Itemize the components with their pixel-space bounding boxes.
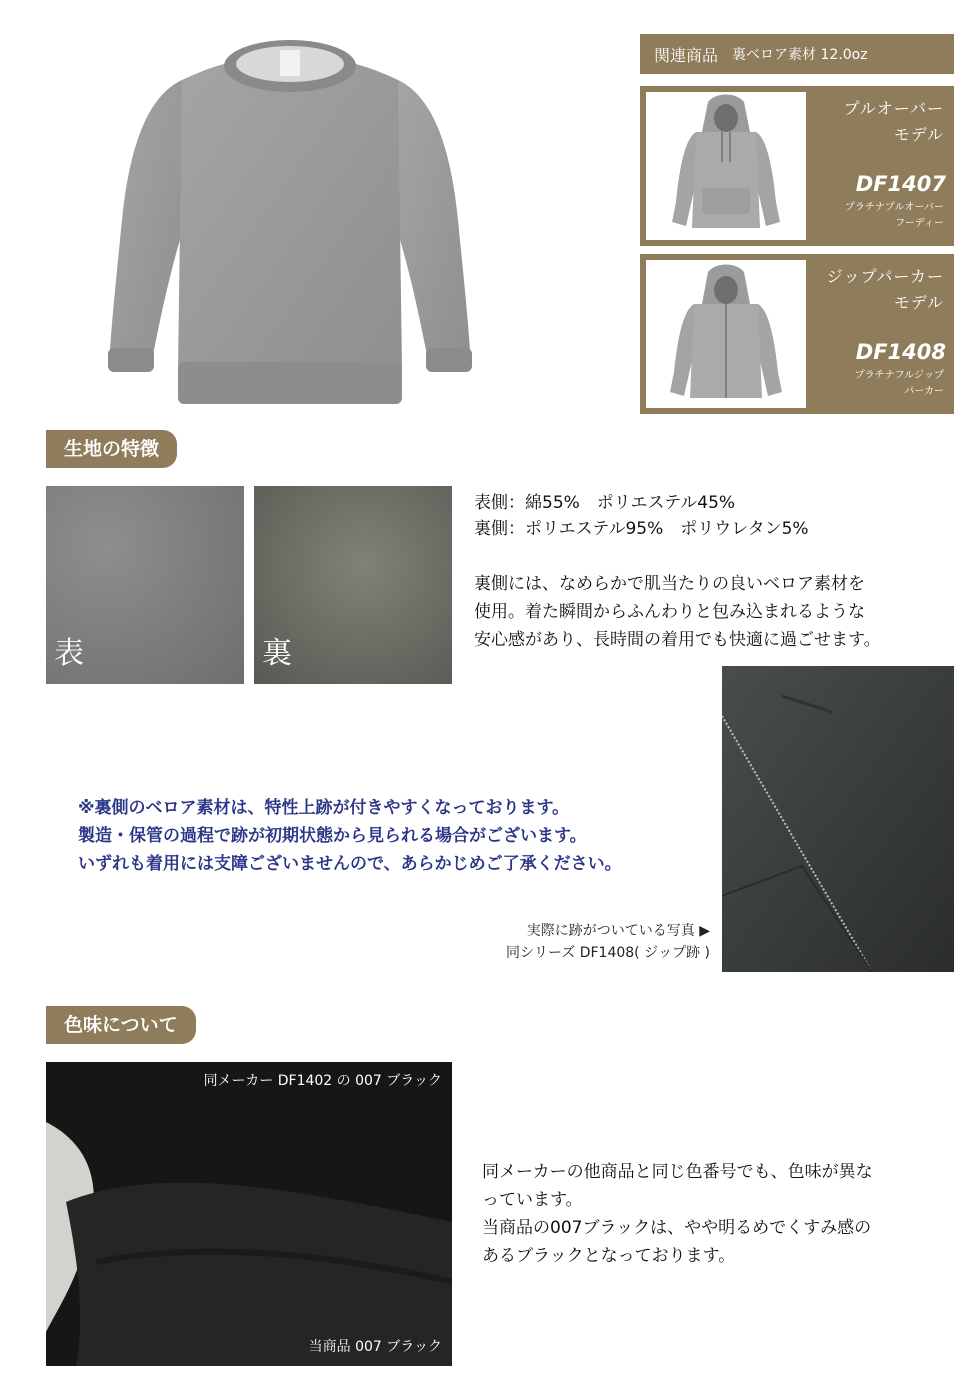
- related-card-df1407[interactable]: [640, 86, 954, 246]
- back-label: 裏: [262, 636, 292, 671]
- related-material: 裏ベロア素材 12.0oz: [732, 47, 868, 63]
- related-products-header: [640, 34, 954, 74]
- zip-mark-photo: [722, 666, 954, 972]
- fabric-front-swatch: [46, 486, 244, 684]
- mark-photo-caption: 実際に跡がついている写真 ▶ 同シリーズ DF1408( ジップ跡 ): [505, 923, 710, 961]
- card-model-name: プルオーバー モデル: [843, 99, 944, 144]
- related-card-df1408[interactable]: [640, 254, 954, 414]
- card-description: プラチナプルオーバー フーディー: [844, 202, 944, 229]
- related-label: 関連商品: [654, 45, 719, 65]
- top-label: 同メーカー DF1402 の 007 ブラック: [203, 1073, 442, 1089]
- fabric-composition: [474, 490, 809, 542]
- bottom-label: 当商品 007 ブラック: [308, 1339, 442, 1355]
- fabric-description: 裏側には、なめらかで肌当たりの良いベロア素材を 使用。着た瞬間からふんわりと包み込まれるような 安心感があり、長時間の着用でも快適に過ごせます。: [474, 574, 881, 650]
- card-product-code: DF1407: [855, 172, 946, 196]
- color-section-title: 色味について: [46, 1006, 196, 1044]
- spec-front: 表側：綿55% ポリエステル45%: [474, 493, 736, 513]
- black-comparison-photo: [46, 1062, 452, 1366]
- card-product-code: DF1408: [855, 340, 946, 364]
- pullover-hoodie-image: [646, 92, 806, 240]
- sweatshirt-product-image: [90, 20, 490, 410]
- zip-hoodie-image: [646, 260, 806, 408]
- color-description: 同メーカーの他商品と同じ色番号でも、色味が異な っています。 当商品の007ブラックは、やや明るめでくすみ感の あるブラックとなっております。: [482, 1162, 873, 1266]
- card-description: プラチナフルジップ パーカー: [854, 370, 944, 397]
- velour-notice: ※裏側のベロア素材は、特性上跡が付きやすくなっております。 製造・保管の過程で跡が初期状態から見られる場合がございます。 いずれも着用には支障ございませんので、あらかじめご了承ください。: [78, 798, 622, 874]
- spec-back: 裏側：ポリエステル95% ポリウレタン5%: [474, 519, 809, 539]
- card-model-name: ジップパーカー モデル: [826, 267, 944, 312]
- front-label: 表: [54, 636, 84, 671]
- fabric-back-swatch: [254, 486, 452, 684]
- fabric-section-title: 生地の特徴: [46, 430, 177, 468]
